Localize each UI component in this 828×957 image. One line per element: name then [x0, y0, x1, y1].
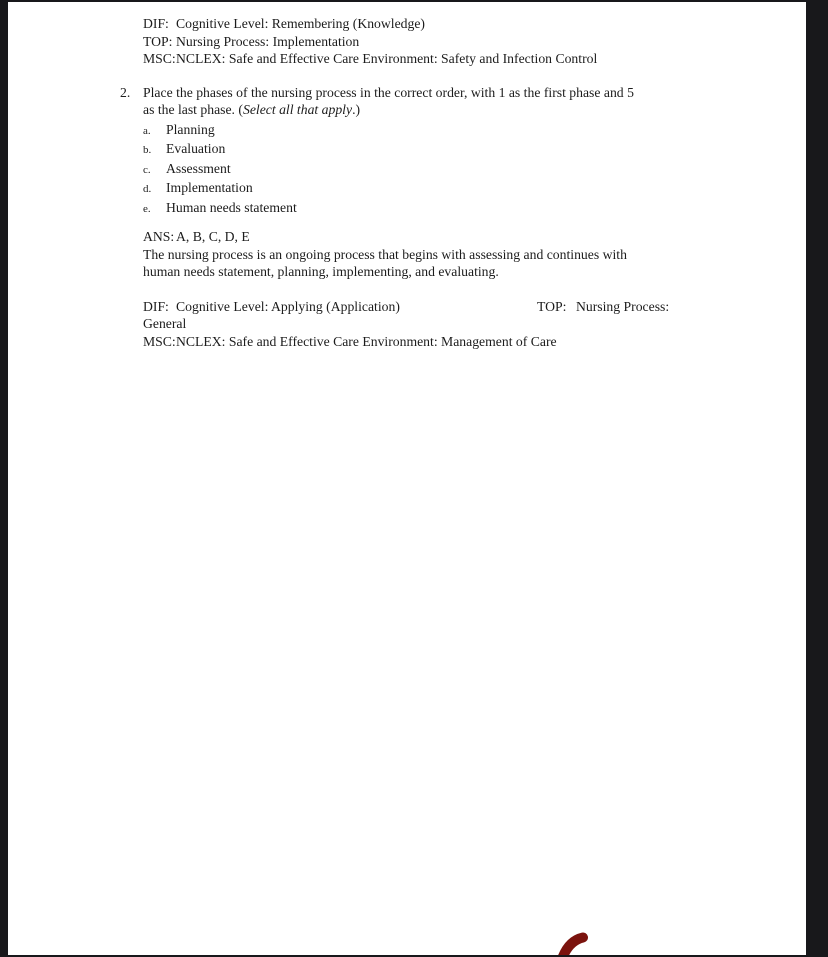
rationale-line1: The nursing process is an ongoing process that begins with assessing and continues with — [143, 246, 627, 262]
question-text-line1 — [120, 84, 743, 102]
answer-options — [143, 121, 743, 219]
question-text-prefix: as the last phase. ( — [143, 102, 243, 117]
answer-section — [143, 228, 743, 281]
dif-top-line — [143, 298, 743, 316]
msc-value: NCLEX: Safe and Effective Care Environment: Safety and Infection Control — [176, 51, 598, 66]
top-column — [537, 298, 669, 316]
dif-line — [143, 15, 743, 33]
dif-label: DIF: — [143, 298, 169, 314]
document-page — [8, 2, 806, 955]
question2-metadata — [143, 298, 743, 351]
top-label: TOP: — [537, 298, 567, 314]
question-number: 2. — [120, 84, 131, 100]
msc-label: MSC: — [143, 51, 176, 66]
msc-label: MSC: — [143, 333, 176, 349]
top-line — [143, 33, 743, 51]
red-flourish-icon — [550, 928, 596, 955]
top-value-wrap: General — [143, 316, 187, 331]
question-text-line2 — [143, 101, 743, 119]
option-a — [143, 121, 743, 141]
question1-metadata — [143, 15, 743, 68]
msc-value: NCLEX: Safe and Effective Care Environment: Management of Care — [176, 333, 557, 349]
option-d — [143, 179, 743, 199]
option-e — [143, 199, 743, 219]
option-d-text: Implementation — [166, 180, 253, 195]
top-value: Nursing Process: — [576, 298, 670, 314]
option-c-letter: c. — [143, 163, 151, 176]
option-d-letter: d. — [143, 183, 152, 195]
ans-label: ANS: — [143, 229, 175, 244]
select-all-note: Select all that apply — [242, 102, 353, 117]
option-b — [143, 140, 743, 160]
option-c-text: Assessment — [166, 160, 231, 176]
question-text: Place the phases of the nursing process in the correct order, with 1 as the first phase and 5 — [143, 84, 634, 100]
question-2 — [120, 84, 743, 351]
rationale-line2: human needs statement, planning, implementing, and evaluating. — [143, 264, 499, 279]
ans-value: A, B, C, D, E — [176, 229, 250, 244]
question-text-suffix: .) — [352, 102, 361, 117]
document-content — [8, 2, 743, 350]
msc-line — [143, 333, 743, 351]
dif-label: DIF: — [143, 16, 169, 31]
option-a-text: Planning — [166, 121, 215, 137]
option-e-letter: e. — [143, 202, 151, 215]
dif-value: Cognitive Level: Applying (Application) — [176, 298, 400, 314]
option-b-letter: b. — [143, 144, 152, 156]
top-value: Nursing Process: Implementation — [176, 33, 360, 49]
msc-line — [143, 50, 743, 68]
top-label: TOP: — [143, 33, 173, 49]
ans-line — [143, 228, 743, 246]
option-e-text: Human needs statement — [166, 199, 297, 215]
option-c — [143, 160, 743, 180]
dif-value: Cognitive Level: Remembering (Knowledge) — [176, 16, 425, 31]
option-b-text: Evaluation — [166, 141, 226, 156]
option-a-letter: a. — [143, 124, 151, 137]
